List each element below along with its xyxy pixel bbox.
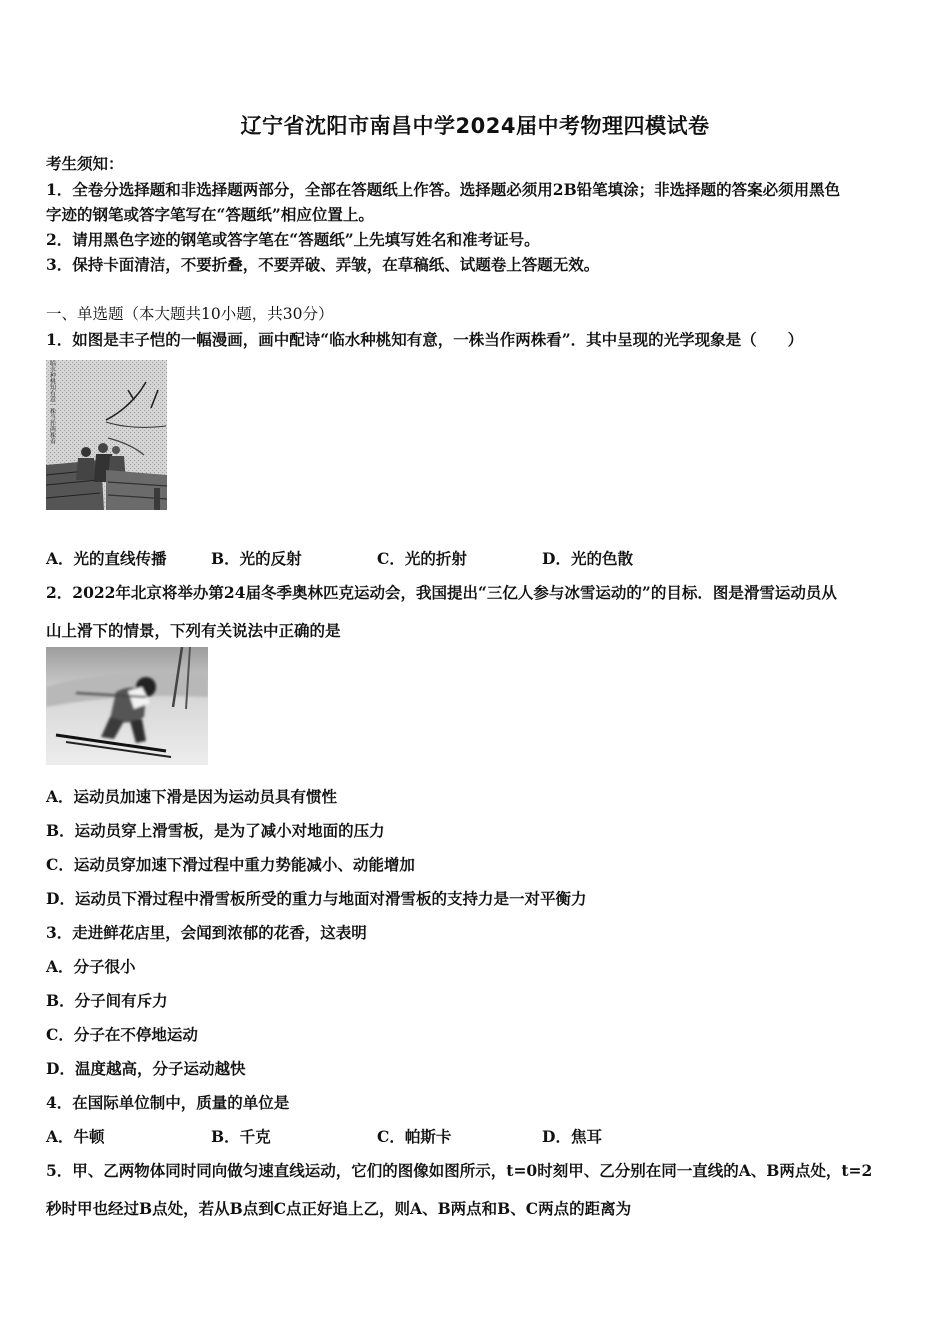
question-4-stem: 4．在国际单位制中，质量的单位是 (46, 1093, 290, 1112)
notice-item: 1．全卷分选择题和非选择题两部分，全部在答题纸上作答。选择题必须用2B铅笔填涂；非选择题的答案必须用黑色 (46, 180, 841, 199)
comic-painting-image (46, 360, 167, 510)
notice-item: 字迹的钢笔或答字笔写在“答题纸”相应位置上。 (46, 205, 374, 224)
question-3-option-d: D．温度越高，分子运动越快 (46, 1059, 246, 1078)
section-heading: 一、单选题（本大题共10小题，共30分） (46, 305, 334, 323)
page-title: 辽宁省沈阳市南昌中学2024届中考物理四模试卷 (240, 114, 710, 138)
question-3-option-b: B．分子间有斥力 (46, 991, 168, 1010)
painting-inscription (49, 360, 56, 445)
option-a: A．牛顿 (46, 1127, 105, 1146)
question-2-stem: 2．2022年北京将举办第24届冬季奥林匹克运动会，我国提出“三亿人参与冰雪运动的”的目标．图是滑雪运动员从 (46, 583, 837, 602)
question-1-stem: 1．如图是丰子恺的一幅漫画，画中配诗“临水种桃知有意，一株当作两株看”．其中呈现的光学现象是（ ） (46, 330, 804, 349)
option-d: D．焦耳 (542, 1127, 602, 1146)
question-5-stem: 5．甲、乙两物体同时同向做匀速直线运动，它们的图像如图所示，t=0时刻甲、乙分别在同一直线的A、B两点处，t=2 (46, 1161, 873, 1180)
question-2-option-d: D．运动员下滑过程中滑雪板所受的重力与地面对滑雪板的支持力是一对平衡力 (46, 889, 587, 908)
question-2-option-a: A．运动员加速下滑是因为运动员具有惯性 (46, 787, 338, 806)
option-c: C．光的折射 (377, 549, 467, 568)
question-2-option-b: B．运动员穿上滑雪板，是为了减小对地面的压力 (46, 821, 385, 840)
skier-photo (46, 647, 208, 765)
notice-heading: 考生须知： (46, 154, 124, 173)
question-2-stem-cont: 山上滑下的情景，下列有关说法中正确的是 (46, 621, 341, 640)
option-c: C．帕斯卡 (377, 1127, 452, 1146)
option-d: D．光的色散 (542, 549, 633, 568)
question-3-option-c: C．分子在不停地运动 (46, 1025, 198, 1044)
comic-painting-illustration (46, 360, 167, 510)
question-5-stem-cont: 秒时甲也经过B点处，若从B点到C点正好追上乙，则A、B两点和B、C两点的距离为 (46, 1199, 632, 1218)
question-3-stem: 3．走进鲜花店里，会闻到浓郁的花香，这表明 (46, 923, 367, 942)
question-2-option-c: C．运动员穿加速下滑过程中重力势能减小、动能增加 (46, 855, 415, 874)
inscription-text: 临水种桃知有意一株当作两株看 (48, 360, 56, 444)
option-b: B．光的反射 (211, 549, 302, 568)
option-b: B．千克 (211, 1127, 271, 1146)
question-3-option-a: A．分子很小 (46, 957, 136, 976)
option-a: A．光的直线传播 (46, 549, 167, 568)
notice-item: 3．保持卡面清洁，不要折叠，不要弄破、弄皱，在草稿纸、试题卷上答题无效。 (46, 255, 600, 274)
skier-photo-illustration (46, 647, 208, 765)
notice-item: 2．请用黑色字迹的钢笔或答字笔在“答题纸”上先填写姓名和准考证号。 (46, 230, 540, 249)
